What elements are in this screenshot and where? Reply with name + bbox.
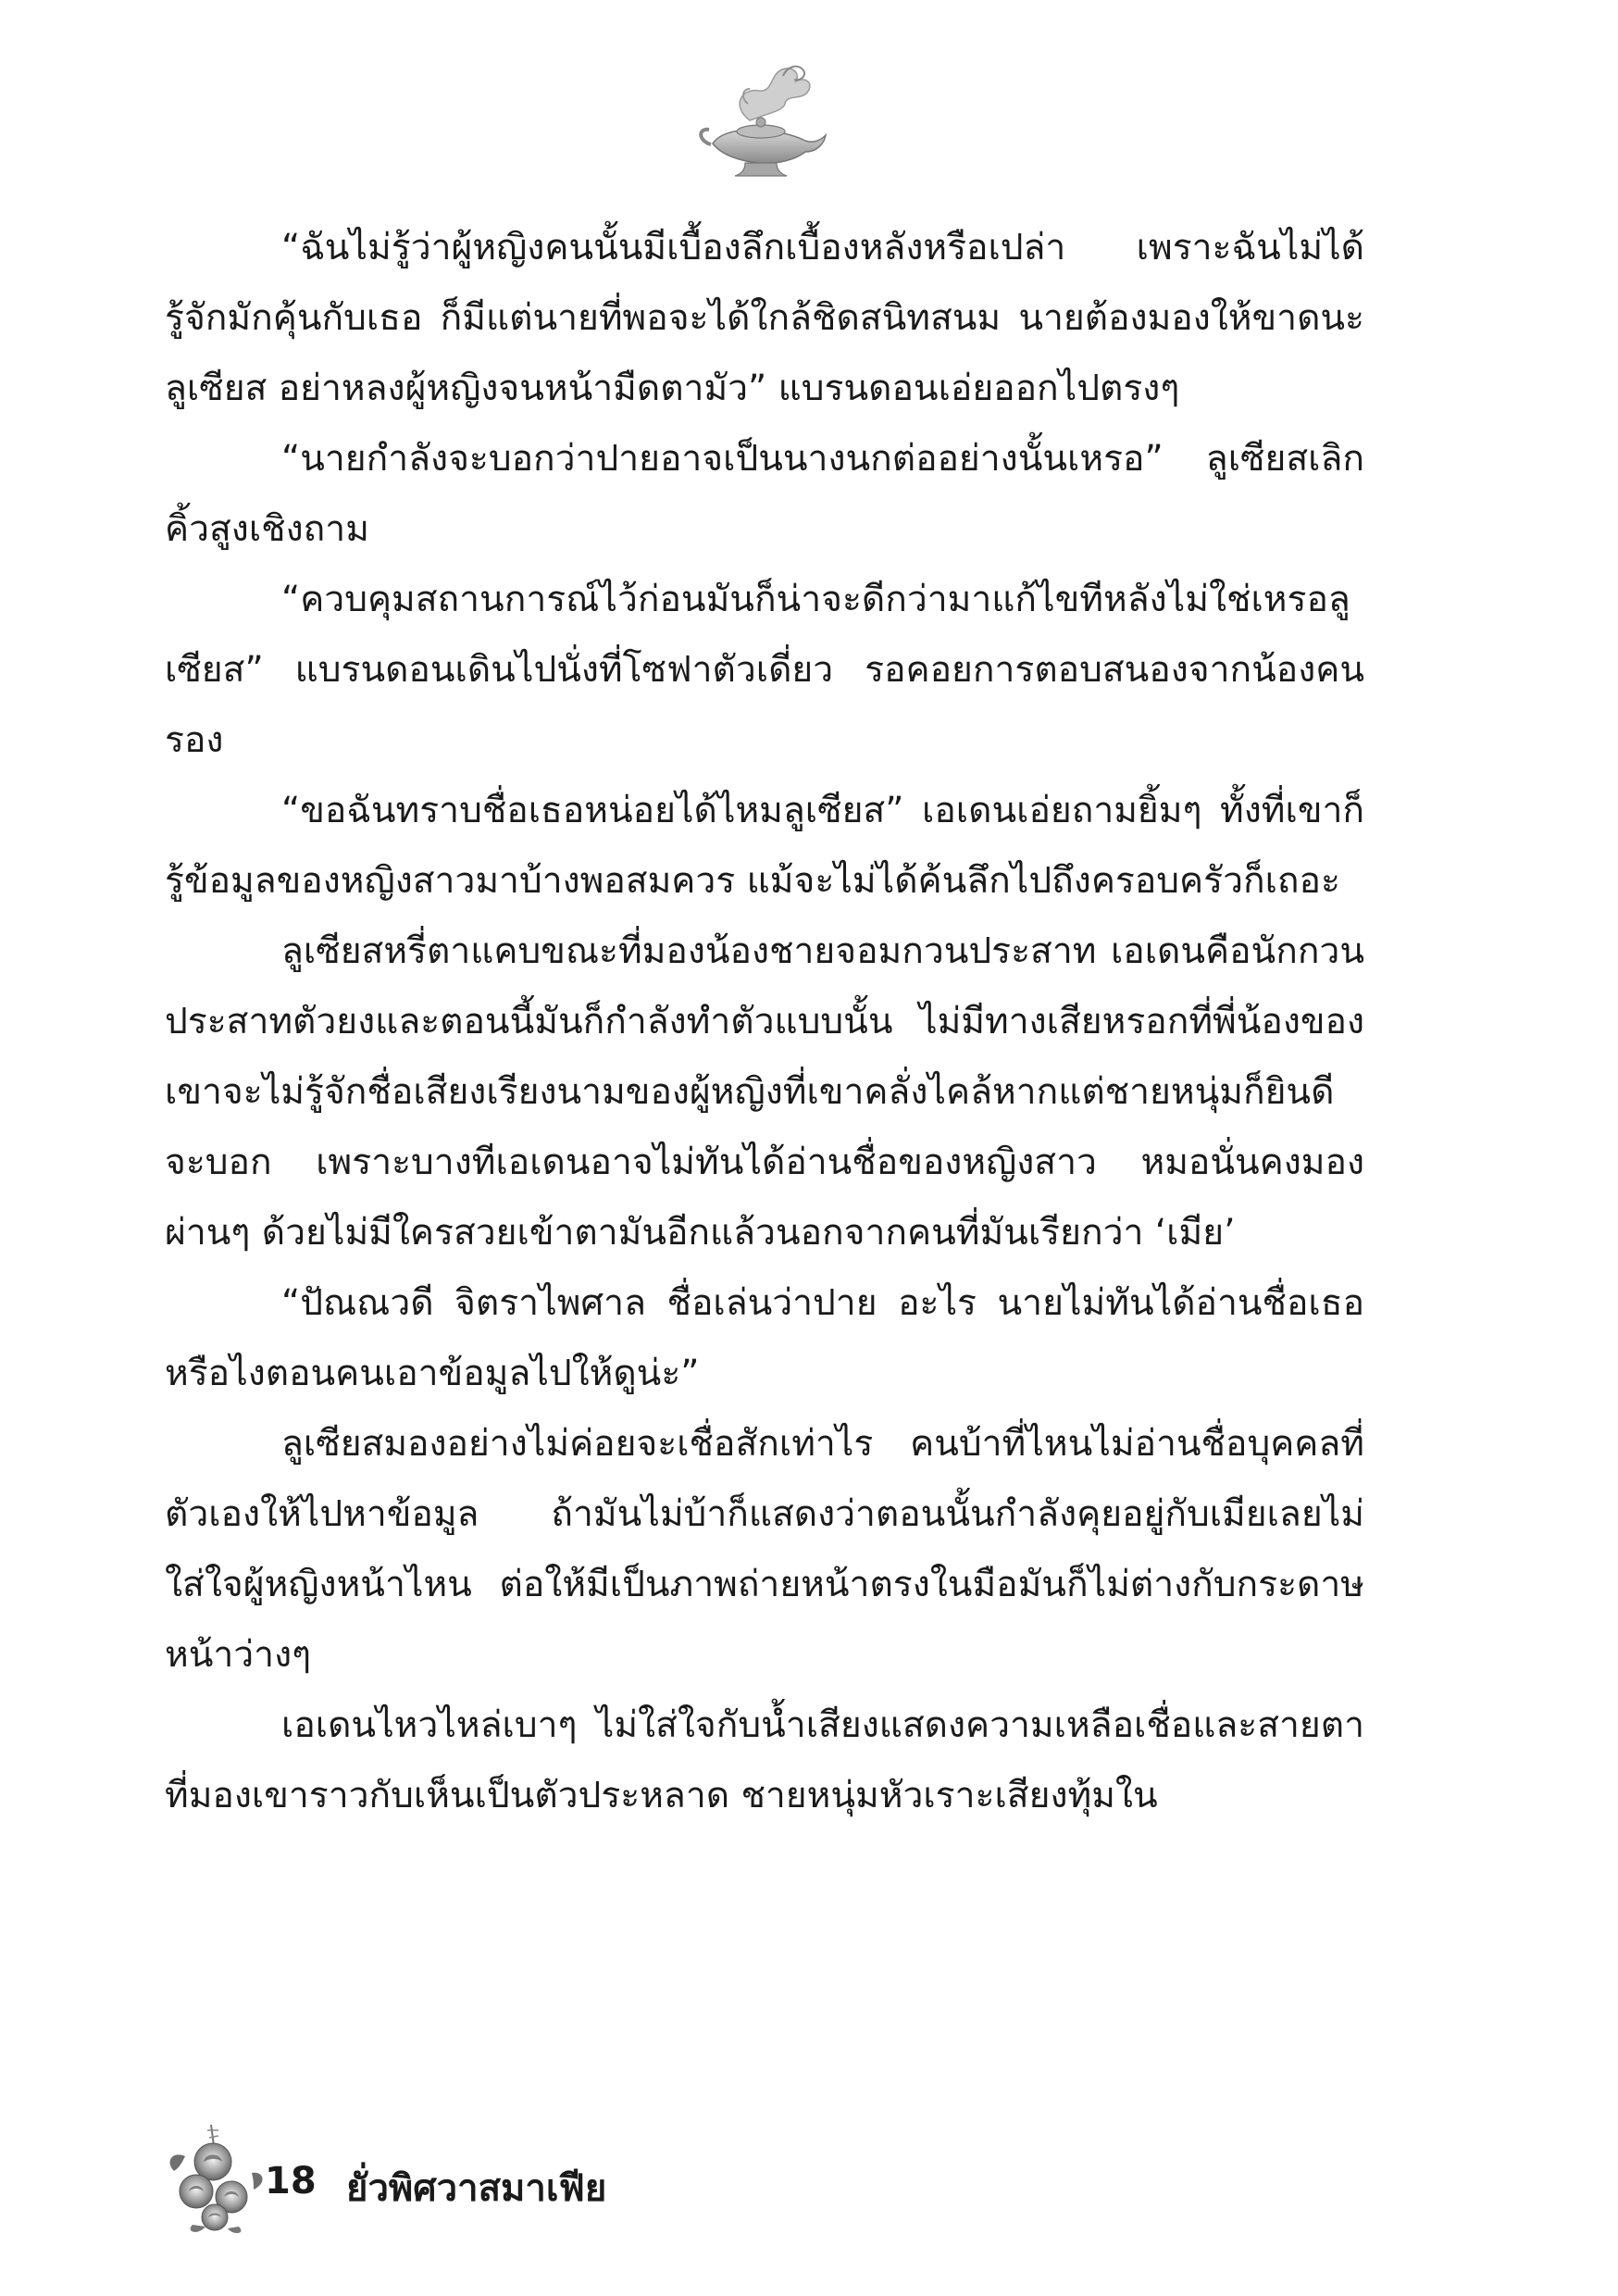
paragraph: เอเดนไหวไหล่เบาๆ ไม่ใส่ใจกับน้ำเสียงแสดงความเหลือเชื่อและสายตาที่มองเขาราวกับเห็นเป็นตัวประหลาด ชายหนุ่มหัวเราะเสียงทุ้มใน: [165, 1704, 1364, 1816]
page-footer: [165, 2115, 813, 2236]
paragraph: ลูเซียสมองอย่างไม่ค่อยจะเชื่อสักเท่าไร คนบ้าที่ไหนไม่อ่านชื่อบุคคลที่ตัวเองให้ไปหาข้อมูล ถ้ามันไม่บ้าก็แสดงว่าตอนนั้นกำลังคุยอยู่กับเมียเลยไม่ใส่ใจผู้หญิงหน้าไหน ต่อให้มีเป็นภาพถ่ายหน้าตรงในมือมันก็ไม่ต่างกับกระดาษหน้าว่างๆ: [165, 1423, 1364, 1676]
paragraph: ลูเซียสหรี่ตาแคบขณะที่มองน้องชายจอมกวนประสาท เอเดนคือนักกวนประสาทตัวยงและตอนนี้มันก็กำลังทำตัวแบบนั้น ไม่มีทางเสียหรอกที่พี่น้องของเขาจะไม่รู้จักชื่อเสียงเรียงนามของผู้หญิงที่เขาคลั่งไคล้หากแต่ชายหนุ่มก็ยินดีจะบอก เพราะบางทีเอเดนอาจไม่ทันได้อ่านชื่อของหญิงสาว หมอนั่นคงมองผ่านๆ ด้วยไม่มีใครสวยเข้าตามันอีกแล้วนอกจากคนที่มันเรียกว่า ‘เมีย’: [165, 930, 1364, 1254]
rose-bouquet-icon: [165, 2115, 267, 2236]
book-title: ยั่วพิศวาสมาเฟีย: [346, 2167, 607, 2210]
paragraph: “ปัณณวดี จิตราไพศาล ชื่อเล่นว่าปาย อะไร นายไม่ทันได้อ่านชื่อเธอหรือไงตอนคนเอาข้อมูลไปให้ดูน่ะ”: [165, 1282, 1364, 1394]
paragraph: “ฉันไม่รู้ว่าผู้หญิงคนนั้นมีเบื้องลึกเบื้องหลังหรือเปล่า เพราะฉันไม่ได้รู้จักมักคุ้นกับเธอ ก็มีแต่นายที่พอจะได้ใกล้ชิดสนิทสนม นายต้องมองให้ขาดนะลูเซียส อย่าหลงผู้หญิงจนหน้ามืดตามัว” แบรนดอนเอ่ยออกไปตรงๆ: [165, 227, 1364, 409]
genie-lamp-icon: [694, 56, 833, 185]
page-number: 18: [265, 2160, 317, 2202]
paragraph: “ขอฉันทราบชื่อเธอหน่อยได้ไหมลูเซียส” เอเดนเอ่ยถามยิ้มๆ ทั้งที่เขาก็รู้ข้อมูลของหญิงสาวมาบ้างพอสมควร แม้จะไม่ได้ค้นลึกไปถึงครอบครัวก็เถอะ: [165, 790, 1364, 902]
chapter-body-text: [165, 213, 1364, 2102]
paragraph: “ควบคุมสถานการณ์ไว้ก่อนมันก็น่าจะดีกว่ามาแก้ไขทีหลังไม่ใช่เหรอลูเซียส” แบรนดอนเดินไปนั่งที่โซฟาตัวเดี่ยว รอคอยการตอบสนองจากน้องคนรอง: [165, 579, 1364, 761]
paragraph: “นายกำลังจะบอกว่าปายอาจเป็นนางนกต่ออย่างนั้นเหรอ” ลูเซียสเลิกคิ้วสูงเชิงถาม: [165, 438, 1364, 550]
